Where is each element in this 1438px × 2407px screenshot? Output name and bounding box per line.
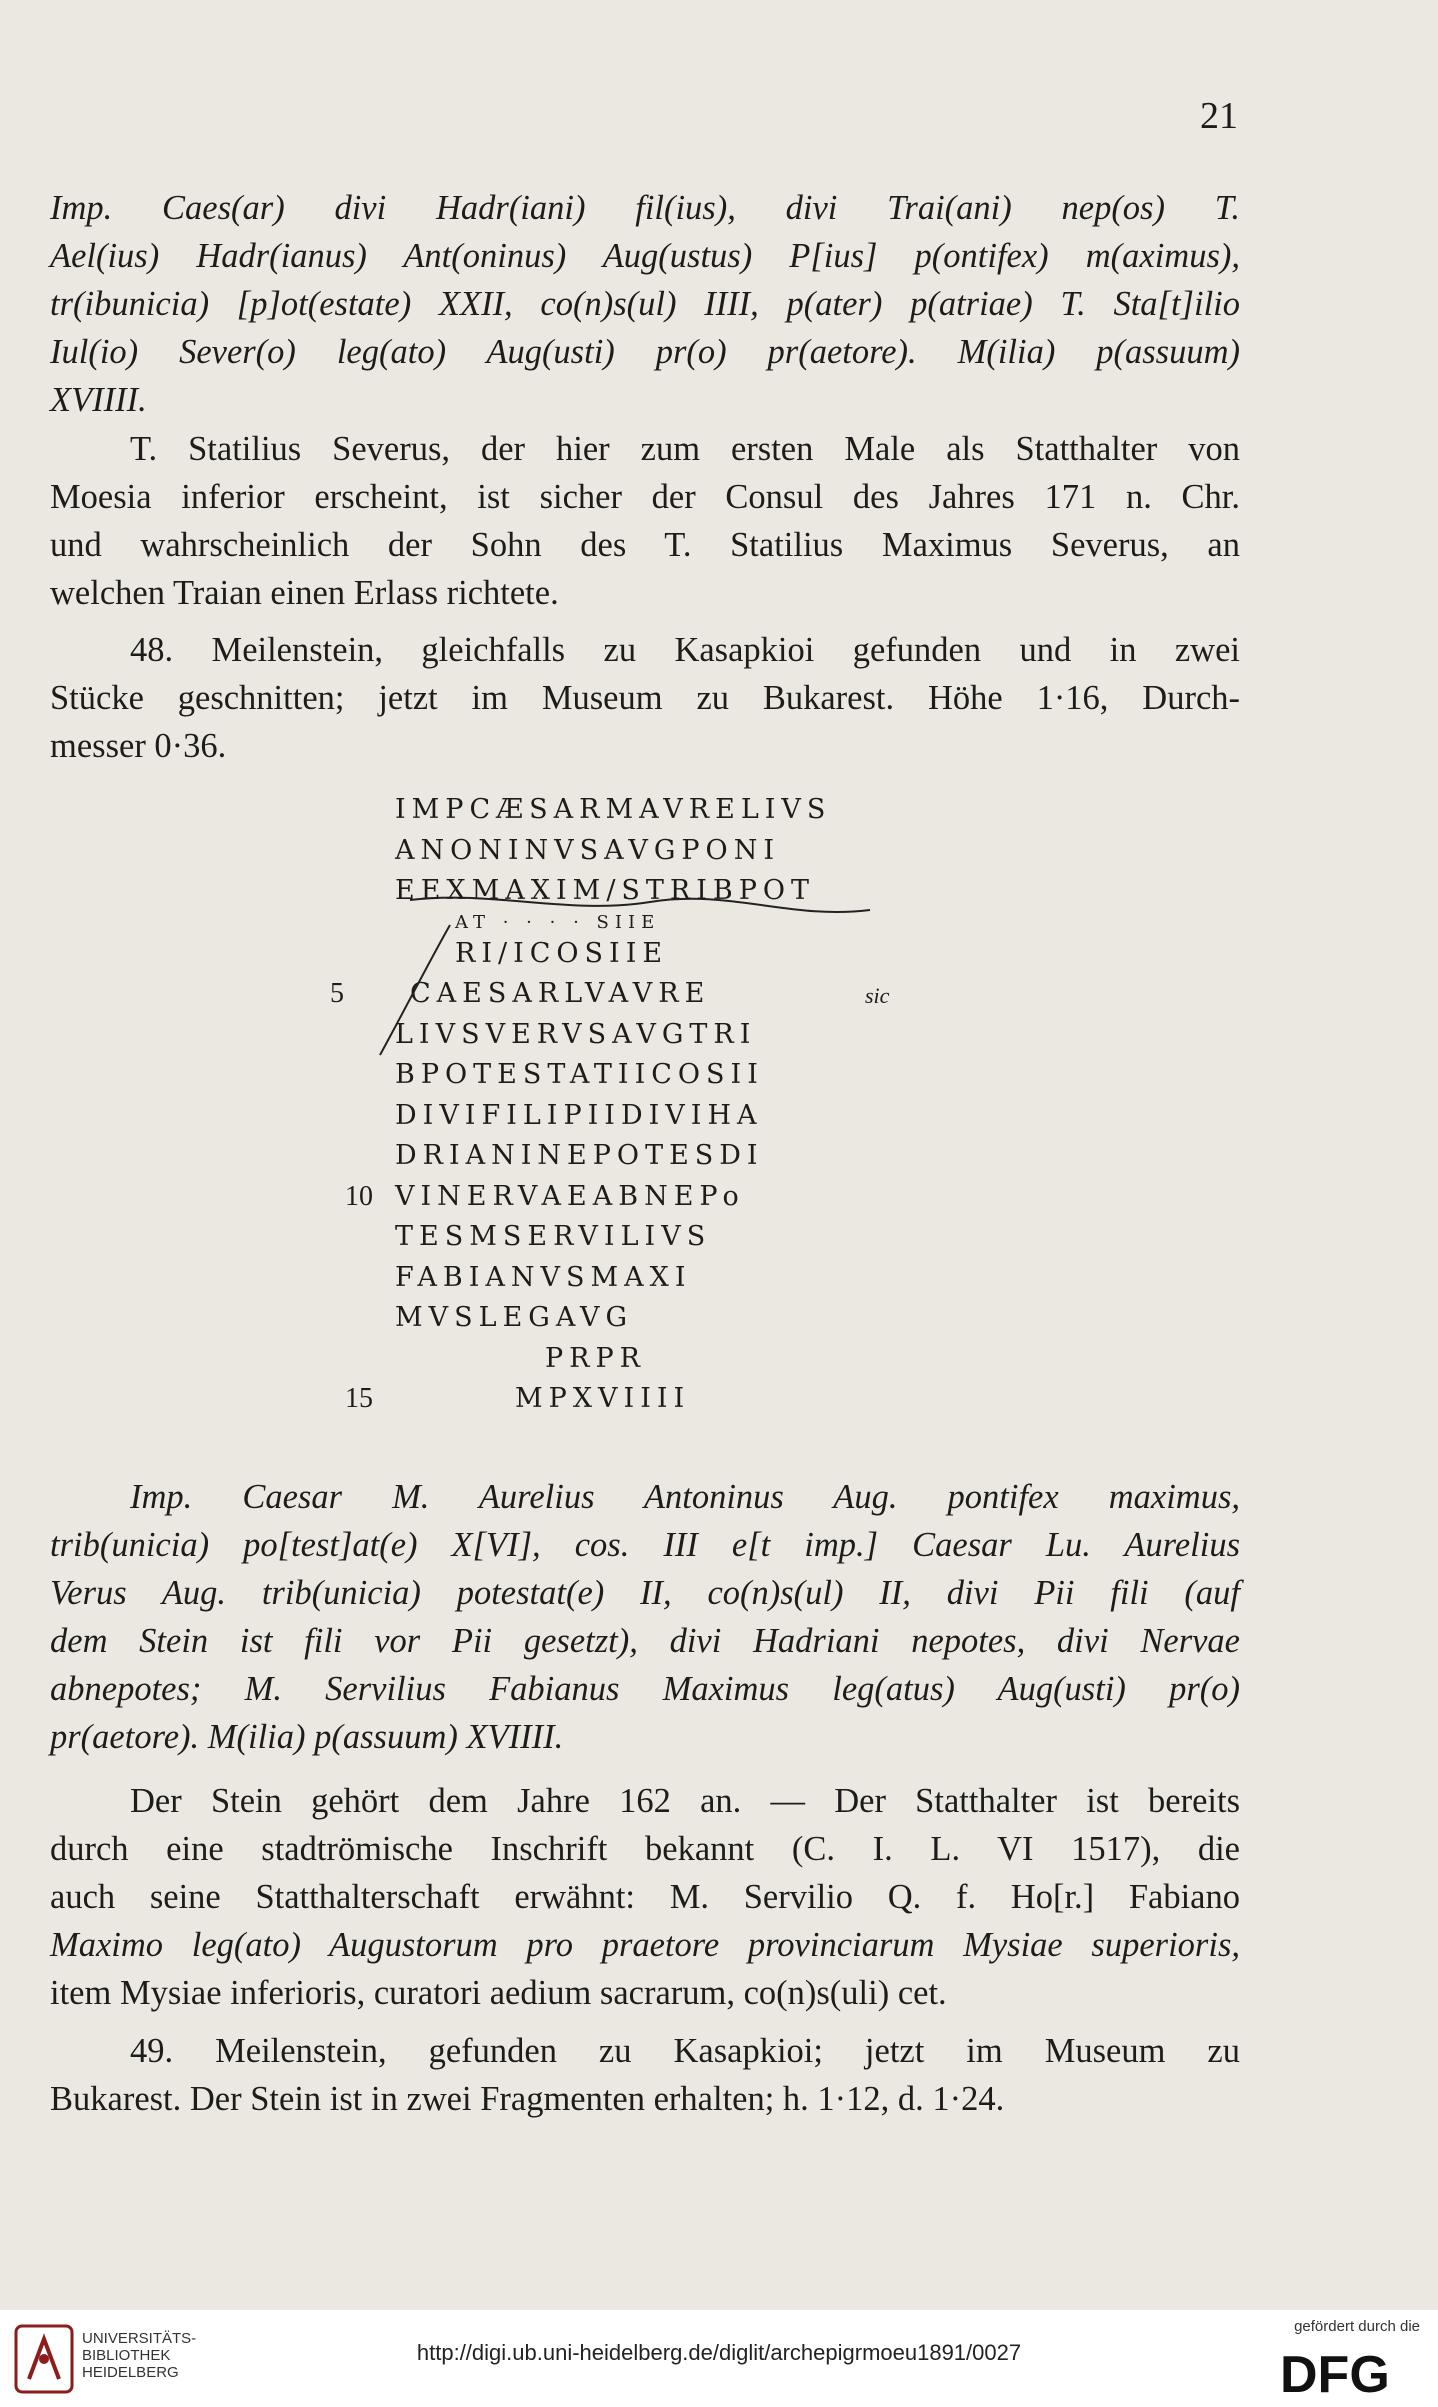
text-line: XVIIII. (50, 381, 147, 419)
university-name: UNIVERSITÄTS- BIBLIOTHEK HEIDELBERG (82, 2330, 197, 2381)
text-line: item Mysiae inferioris, curatori aedium sacrarum, co(n)s(uli) cet. (50, 1974, 947, 2012)
inscription-line: BPOTESTATIICOSII (395, 1059, 764, 1090)
text-line: welchen Traian einen Erlass richtete. (50, 574, 559, 612)
text-line: T. Statilius Severus, der hier zum ersten Male als Statthalter von (130, 430, 1240, 468)
inscription-line: DRIANINEPOTESDI (395, 1140, 764, 1171)
inscription-line: MVSLEGAVG (395, 1302, 634, 1333)
text-line: Imp. Caes(ar) divi Hadr(iani) fil(ius), divi Trai(ani) nep(os) T. (50, 189, 1240, 227)
inscription-line: 15 MPXVIIII (345, 1383, 691, 1414)
inscription-line: PRPR (545, 1342, 646, 1374)
text-line: messer 0·36. (50, 727, 227, 765)
inscription-line: ANONINVSAVGPONI (395, 834, 780, 866)
footer-bar (0, 2310, 1438, 2407)
text-line: auch seine Statthalterschaft erwähnt: M. Servilio Q. f. Ho[r.] Fabiano (50, 1878, 1240, 1916)
text-line: Ael(ius) Hadr(ianus) Ant(oninus) Aug(ustus) P[ius] p(ontifex) m(aximus), (50, 237, 1240, 275)
paragraph-commentary-47 (50, 425, 1240, 617)
text-line: Der Stein gehört dem Jahre 162 an. — Der Statthalter ist bereits (130, 1782, 1240, 1820)
sponsor-caption: gefördert durch die (1294, 2318, 1420, 2335)
svg-text:DFG: DFG (1280, 2346, 1390, 2400)
text-line: durch eine stadtrömische Inschrift bekannt (C. I. L. VI 1517), die (50, 1830, 1240, 1868)
inscription-line: EEXMAXIM/STRIBPOT (395, 875, 816, 906)
inscription-line: AT · · · · SIIE (455, 911, 661, 933)
paragraph-transcription-47 (50, 184, 1240, 424)
paragraph-milestone-48 (50, 626, 1240, 770)
text-line: tr(ibunicia) [p]ot(estate) XXII, co(n)s(ul) IIII, p(ater) p(atriae) T. Sta[t]ilio (50, 285, 1240, 323)
text-line: trib(unicia) po[test]at(e) X[VI], cos. III e[t imp.] Caesar Lu. Aurelius (50, 1526, 1240, 1564)
text-line: pr(aetore). M(ilia) p(assuum) XVIIII. (50, 1718, 564, 1756)
text-line: 48. Meilenstein, gleichfalls zu Kasapkioi gefunden und in zwei (130, 631, 1240, 669)
inscription-line: LIVSVERVSAVGTRI (395, 1018, 757, 1050)
inscription-line: FABIANVSMAXI (395, 1261, 692, 1293)
text-line: abnepotes; M. Servilius Fabianus Maximus leg(atus) Aug(usti) pr(o) (50, 1670, 1240, 1708)
dfg-logo (1280, 2344, 1420, 2400)
inscription-line: IMPCÆSARMAVRELIVS (395, 794, 832, 825)
sic-note: sic (865, 983, 890, 1008)
text-line: und wahrscheinlich der Sohn des T. Statilius Maximus Severus, an (50, 526, 1240, 564)
inscription-line: DIVIFILIPIIDIVIHA (395, 1099, 763, 1131)
inscription-line: TESMSERVILIVS (395, 1221, 712, 1252)
text-line: Iul(io) Sever(o) leg(ato) Aug(usti) pr(o) pr(aetore). M(ilia) p(assuum) (50, 333, 1240, 371)
inscription-line: 10 VINERVAEABNEPo (345, 1180, 745, 1212)
paragraph-commentary-48 (50, 1777, 1240, 2017)
text-line: Verus Aug. trib(unicia) potestat(e) II, co(n)s(ul) II, divi Pii fili (auf (50, 1574, 1240, 1612)
source-url-link[interactable]: http://digi.ub.uni-heidelberg.de/diglit/archepigrmoeu1891/0027 (416, 2340, 1022, 2365)
text-line: dem Stein ist fili vor Pii gesetzt), divi Hadriani nepotes, divi Nervae (50, 1622, 1240, 1660)
page-number: 21 (1200, 95, 1238, 137)
inscription-block (330, 790, 915, 1420)
text-line: Moesia inferior erscheint, ist sicher der Consul des Jahres 171 n. Chr. (50, 478, 1240, 516)
text-line: 49. Meilenstein, gefunden zu Kasapkioi; jetzt im Museum zu (130, 2032, 1240, 2070)
text-line: Maximo leg(ato) Augustorum pro praetore provinciarum Mysiae superioris, (50, 1926, 1240, 1964)
inscription-line: RI/ICOSIIE (455, 937, 669, 969)
text-line: Bukarest. Der Stein ist in zwei Fragmenten erhalten; h. 1·12, d. 1·24. (50, 2080, 1005, 2118)
paragraph-transcription-48 (50, 1473, 1240, 1761)
text-line: Imp. Caesar M. Aurelius Antoninus Aug. pontifex maximus, (130, 1478, 1240, 1516)
text-line: Stücke geschnitten; jetzt im Museum zu Bukarest. Höhe 1·16, Durch- (50, 679, 1240, 717)
inscription-line: 5 CAESARLVAVRE sic (395, 974, 915, 1015)
paragraph-milestone-49 (50, 2027, 1240, 2123)
